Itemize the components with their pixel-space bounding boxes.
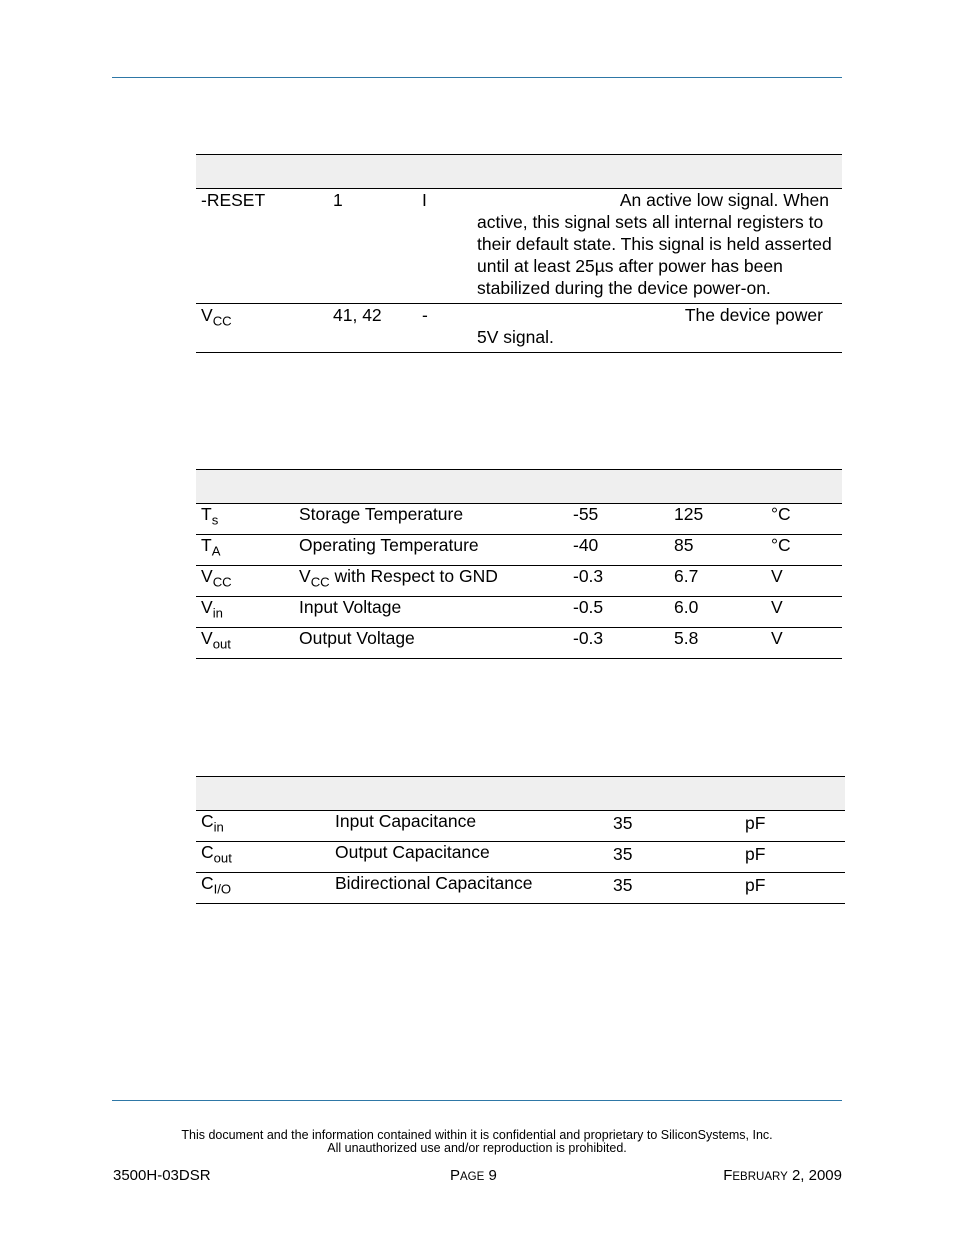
max-value: 85 — [669, 535, 766, 566]
symbol: $C_{out}$ — [196, 842, 330, 873]
symbol: $V_{in}$ — [196, 597, 294, 628]
symbol: $V_{CC}$ — [196, 566, 294, 597]
value: 35 — [608, 842, 740, 873]
symbol: $T_A$ — [196, 535, 294, 566]
capacitance-table — [196, 776, 845, 904]
table-header-row — [196, 155, 842, 189]
pin-name: $V_{CC}$ — [196, 304, 328, 353]
min-value: -40 — [568, 535, 669, 566]
pin-number: 41, 42 — [328, 304, 417, 353]
parameter: Storage Temperature — [294, 504, 568, 535]
min-value: -0.5 — [568, 597, 669, 628]
table-header-row — [196, 470, 842, 504]
pin-name: -RESET — [196, 189, 328, 304]
value: 35 — [608, 873, 740, 904]
unit: V — [766, 566, 842, 597]
max-value: 125 — [669, 504, 766, 535]
table-header-row — [196, 777, 845, 811]
pin-type: I — [417, 189, 473, 304]
table-row — [196, 535, 842, 566]
parameter: Output Voltage — [294, 628, 568, 659]
header-rule — [112, 77, 842, 78]
table-row — [196, 597, 842, 628]
max-value: 6.7 — [669, 566, 766, 597]
parameter: Operating Temperature — [294, 535, 568, 566]
symbol: $V_{out}$ — [196, 628, 294, 659]
table-row — [196, 566, 842, 597]
table-row — [196, 304, 842, 353]
parameter: Output Capacitance — [330, 842, 608, 873]
confidentiality-notice: This document and the information contained within it is confidential and proprietary to SiliconSystems, Inc. All unauthorized use and/or reproduction is prohibited. — [181, 1128, 773, 1155]
unit: V — [766, 597, 842, 628]
min-value: -0.3 — [568, 628, 669, 659]
unit: °C — [766, 504, 842, 535]
pin-number: 1 — [328, 189, 417, 304]
parameter: Input Capacitance — [330, 811, 608, 842]
table-row — [196, 811, 845, 842]
page-number: PAGE 9 — [450, 1167, 497, 1184]
table-row — [196, 189, 842, 304]
unit: pF — [740, 873, 845, 904]
pin-type: - — [417, 304, 473, 353]
max-value: 6.0 — [669, 597, 766, 628]
footer-rule — [112, 1100, 842, 1101]
pin-description: The device power 5V signal. — [473, 304, 842, 353]
unit: °C — [766, 535, 842, 566]
parameter: Bidirectional Capacitance — [330, 873, 608, 904]
min-value: -55 — [568, 504, 669, 535]
document-date: FEBRUARY 2, 2009 — [723, 1167, 842, 1184]
value: 35 — [608, 811, 740, 842]
symbol: $C_{I/O}$ — [196, 873, 330, 904]
absolute-ratings-table — [196, 469, 842, 659]
max-value: 5.8 — [669, 628, 766, 659]
unit: pF — [740, 842, 845, 873]
table-row — [196, 873, 845, 904]
min-value: -0.3 — [568, 566, 669, 597]
symbol: $C_{in}$ — [196, 811, 330, 842]
parameter: $V_{CC}$ with Respect to GND — [294, 566, 568, 597]
table-row — [196, 628, 842, 659]
document-id: 3500H-03DSR — [113, 1167, 211, 1184]
parameter: Input Voltage — [294, 597, 568, 628]
unit: pF — [740, 811, 845, 842]
table-row — [196, 842, 845, 873]
unit: V — [766, 628, 842, 659]
table-row — [196, 504, 842, 535]
symbol: $T_s$ — [196, 504, 294, 535]
pin-description: An active low signal. When active, this signal sets all internal registers to their default state. This signal is held asserted until at least 25µs after power has been stabilized during the device power-on. — [473, 189, 842, 304]
pin-description-table — [196, 154, 842, 353]
